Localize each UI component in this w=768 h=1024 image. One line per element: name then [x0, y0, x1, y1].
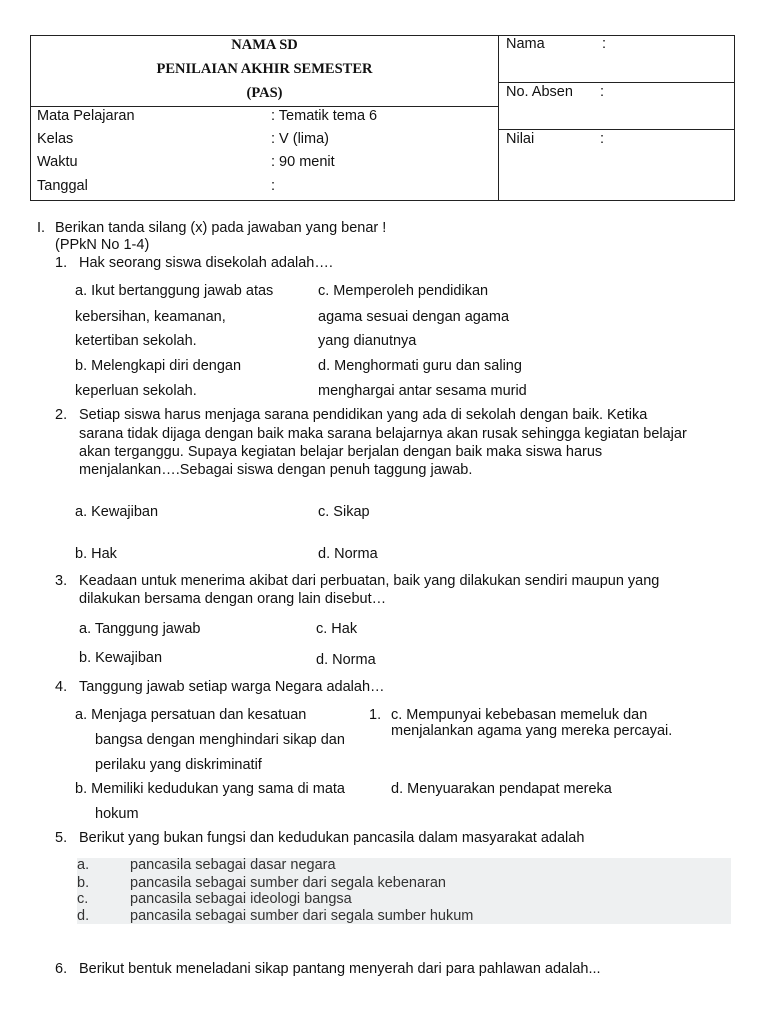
q1-option-b[interactable]: b. Melengkapi diri dengan [75, 358, 242, 374]
name-label: Nama [506, 36, 545, 52]
class-label: Kelas [37, 131, 74, 147]
q4-option-b[interactable]: b. Memiliki kedudukan yang sama di mata [75, 781, 345, 797]
q3-text-line1: Keadaan untuk menerima akibat dari perbuatan, baik yang dilakukan sendiri maupun yang [79, 573, 660, 589]
subject-value: : Tematik tema 6 [271, 108, 378, 124]
q2-option-a[interactable]: a. Kewajiban [75, 504, 159, 520]
q2-number: 2. [55, 407, 68, 423]
date-value: : [271, 178, 276, 194]
q5-number: 5. [55, 830, 68, 846]
q4-text: Tanggung jawab setiap warga Negara adalah… [79, 679, 385, 695]
q1-option-d-line2: menghargai antar sesama murid [318, 383, 527, 399]
q1-option-c[interactable]: c. Memperoleh pendidikan [318, 283, 489, 299]
q5-option-a[interactable]: pancasila sebagai dasar negara [130, 857, 336, 873]
q4-option-b-line2: hokum [95, 806, 139, 822]
score-colon: : [600, 131, 605, 147]
q3-option-c[interactable]: c. Hak [316, 621, 358, 637]
q4-option-c[interactable]: c. Mempunyai kebebasan memeluk dan [391, 707, 648, 723]
q3-option-a[interactable]: a. Tanggung jawab [79, 621, 201, 637]
q2-text-line3: akan terganggu. Supaya kegiatan belajar berjalan dengan baik maka siswa harus [79, 444, 603, 460]
time-label: Waktu [37, 154, 78, 170]
time-value: : 90 menit [271, 154, 335, 170]
q1-option-c-line2: agama sesuai dengan agama [318, 309, 510, 325]
q4-option-a-line3: perilaku yang diskriminatif [95, 757, 262, 773]
q5-option-b[interactable]: pancasila sebagai sumber dari segala kebenaran [130, 875, 446, 891]
q5-option-d-letter: d. [77, 908, 90, 924]
exam-title: PENILAIAN AKHIR SEMESTER [156, 61, 373, 77]
q5-option-a-letter: a. [77, 857, 90, 873]
q2-text-line2: sarana tidak dijaga dengan baik maka sarana belajarnya akan rusak sehingga kegiatan belajar [79, 426, 687, 442]
q1-option-a[interactable]: a. Ikut bertanggung jawab atas [75, 283, 274, 299]
q2-option-b[interactable]: b. Hak [75, 546, 117, 562]
q1-option-a-line3: ketertiban sekolah. [75, 333, 197, 349]
q1-option-d[interactable]: d. Menghormati guru dan saling [318, 358, 522, 374]
section-number: I. [37, 220, 46, 236]
q5-option-d[interactable]: pancasila sebagai sumber dari segala sumber hukum [130, 908, 474, 924]
absen-label: No. Absen [506, 84, 573, 100]
q2-option-c[interactable]: c. Sikap [318, 504, 370, 520]
q4-option-c-line2: menjalankan agama yang mereka percayai. [391, 723, 673, 739]
q5-option-b-letter: b. [77, 875, 90, 891]
section-instruction: Berikan tanda silang (x) pada jawaban yang benar ! [55, 220, 387, 236]
name-colon: : [602, 36, 607, 52]
q1-option-a-line2: kebersihan, keamanan, [75, 309, 226, 325]
q1-option-b-line2: keperluan sekolah. [75, 383, 197, 399]
q3-number: 3. [55, 573, 68, 589]
q2-text-line1: Setiap siswa harus menjaga sarana pendidikan yang ada di sekolah dengan baik. Ketika [79, 407, 648, 423]
q4-option-a[interactable]: a. Menjaga persatuan dan kesatuan [75, 707, 307, 723]
class-value: : V (lima) [271, 131, 329, 147]
q1-option-c-line3: yang dianutnya [318, 333, 417, 349]
score-label: Nilai [506, 131, 535, 147]
q3-text-line2: dilakukan bersama dengan orang lain disebut… [79, 591, 387, 607]
subject-label: Mata Pelajaran [37, 108, 135, 124]
q4-option-c-number: 1. [369, 707, 382, 723]
q4-number: 4. [55, 679, 68, 695]
q5-option-c-letter: c. [77, 891, 89, 907]
exam-abbr: (PAS) [246, 85, 283, 101]
section-subtitle: (PPkN No 1-4) [55, 237, 150, 253]
q4-option-d[interactable]: d. Menyuarakan pendapat mereka [391, 781, 612, 797]
q5-option-c[interactable]: pancasila sebagai ideologi bangsa [130, 891, 352, 907]
q6-number: 6. [55, 961, 68, 977]
q2-text-line4: menjalankan….Sebagai siswa dengan penuh taggung jawab. [79, 462, 473, 478]
absen-colon: : [600, 84, 605, 100]
q3-option-b[interactable]: b. Kewajiban [79, 650, 163, 666]
q6-text: Berikut bentuk meneladani sikap pantang menyerah dari para pahlawan adalah... [79, 961, 601, 977]
q5-text: Berikut yang bukan fungsi dan kedudukan pancasila dalam masyarakat adalah [79, 830, 585, 846]
q1-text: Hak seorang siswa disekolah adalah…. [79, 255, 333, 271]
q4-option-a-line2: bangsa dengan menghindari sikap dan [95, 732, 345, 748]
q2-option-d[interactable]: d. Norma [318, 546, 378, 562]
q1-number: 1. [55, 255, 68, 271]
q3-option-d[interactable]: d. Norma [316, 652, 376, 668]
date-label: Tanggal [37, 178, 88, 194]
school-name: NAMA SD [231, 37, 298, 53]
